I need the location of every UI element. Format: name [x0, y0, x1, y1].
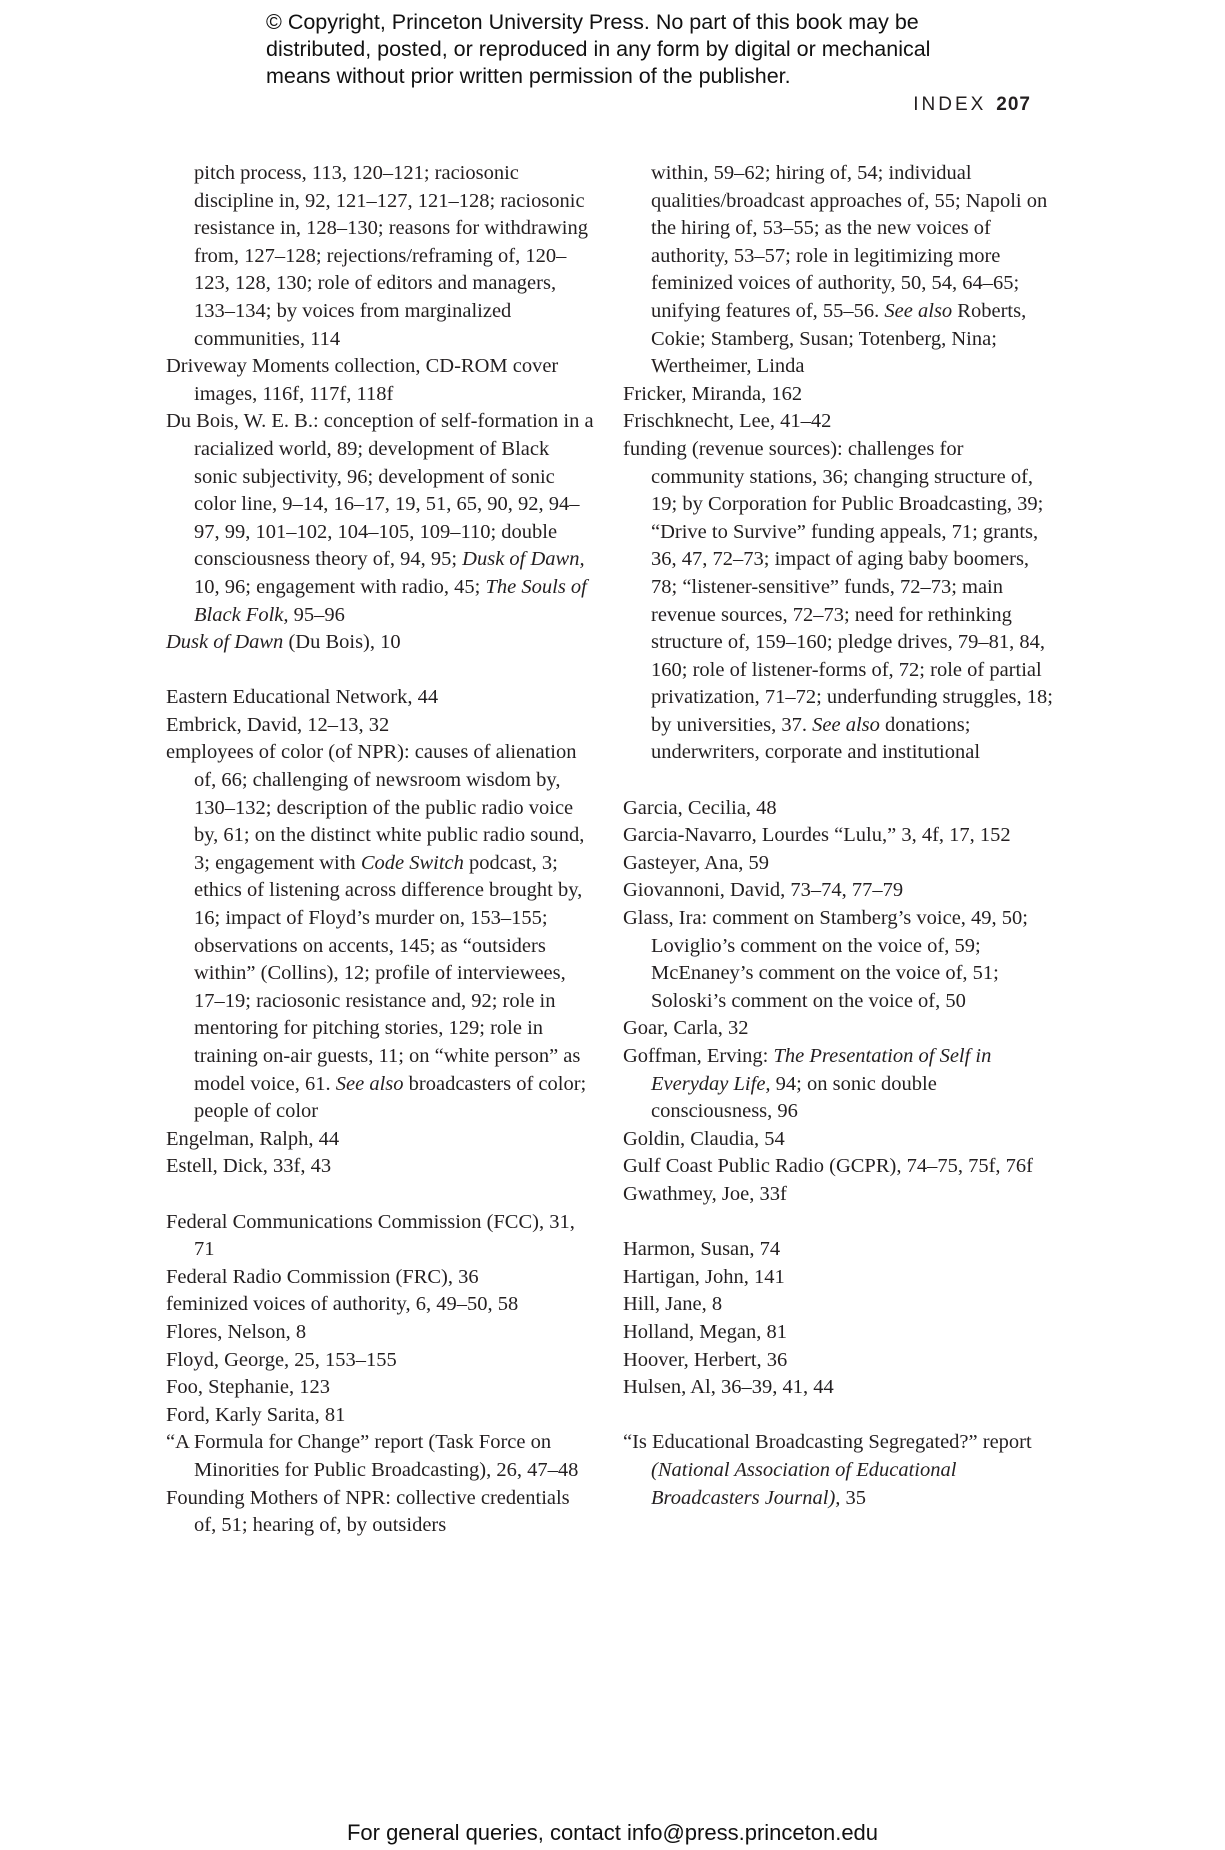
index-entry-is-educational: “Is Educational Broadcasting Segregated?” report (National Association of Educational Broadcasters Journal), 35 — [623, 1431, 1032, 1509]
index-column-left — [166, 160, 596, 1540]
index-entry-goar: Goar, Carla, 32 — [623, 1017, 749, 1040]
index-entry-estell: Estell, Dick, 33f, 43 — [166, 1155, 332, 1178]
index-entry-flores: Flores, Nelson, 8 — [166, 1320, 307, 1343]
copyright-line-1: © Copyright, Princeton University Press. No part of this book may be — [266, 10, 919, 34]
index-entry-hulsen: Hulsen, Al, 36–39, 41, 44 — [623, 1376, 834, 1399]
index-entry-eastern: Eastern Educational Network, 44 — [166, 686, 439, 709]
index-entry-employees: employees of color (of NPR): causes of alienation of, 66; challenging of newsroom wisdom by, 130–132; description of the public radio voice by, 61; on the distinct white public radio sound, 3; engagement with Code Switch podcast, 3; ethics of listening across difference brought by, 16; impact of Floyd’s murder on, 153–155; observations on accents, 145; as “outsiders within” (Collins), 12; profile of interviewees, 17–19; raciosonic resistance and, 92; role in mentoring for pitching stories, 129; role in training on-air guests, 11; on “white person” as model voice, 61. See also broadcasters of color; people of color — [166, 741, 587, 1123]
index-entry-foo: Foo, Stephanie, 123 — [166, 1376, 330, 1399]
page-number: 207 — [996, 94, 1031, 115]
index-column-right — [623, 160, 1053, 1512]
index-entry-hill: Hill, Jane, 8 — [623, 1293, 723, 1316]
index-entry-floyd: Floyd, George, 25, 153–155 — [166, 1348, 397, 1371]
index-entry-glass: Glass, Ira: comment on Stamberg’s voice, 49, 50; Loviglio’s comment on the voice of, 59; McEnaney’s comment on the voice of, 51; Soloski’s comment on the voice of, 50 — [623, 907, 1028, 1012]
index-entry-embrick: Embrick, David, 12–13, 32 — [166, 713, 390, 736]
index-entry-formula: “A Formula for Change” report (Task Force on Minorities for Public Broadcasting), 26, 47–48 — [166, 1431, 579, 1481]
index-entry-hoover: Hoover, Herbert, 36 — [623, 1348, 788, 1371]
index-entry-garcia: Garcia, Cecilia, 48 — [623, 796, 777, 819]
index-entry-gasteyer: Gasteyer, Ana, 59 — [623, 851, 770, 874]
index-entry-goldin: Goldin, Claudia, 54 — [623, 1127, 785, 1150]
running-head-label: INDEX — [913, 94, 987, 115]
index-entry-founding: Founding Mothers of NPR: collective credentials of, 51; hearing of, by outsiders — [166, 1486, 570, 1537]
index-entry-fcc: Federal Communications Commission (FCC), 31, 71 — [166, 1210, 575, 1261]
copyright-line-3: means without prior written permission of the publisher. — [266, 64, 791, 88]
index-entry-dubois: Du Bois, W. E. B.: conception of self-formation in a racialized world, 89; development of Black sonic subjectivity, 96; development of sonic color line, 9–14, 16–17, 19, 51, 65, 90, 92, 94–97, 99, 101–102, 104–105, 109–110; double consciousness theory of, 94, 95; Dusk of Dawn, 10, 96; engagement with radio, 45; The Souls of Black Folk, 95–96 — [166, 410, 594, 626]
index-entry-gulf: Gulf Coast Public Radio (GCPR), 74–75, 75f, 76f — [623, 1155, 1033, 1178]
copyright-line-2: distributed, posted, or reproduced in any form by digital or mechanical — [266, 37, 931, 61]
index-entry-gwathmey: Gwathmey, Joe, 33f — [623, 1182, 787, 1205]
running-head — [913, 94, 1031, 116]
index-entry-hartigan: Hartigan, John, 141 — [623, 1265, 785, 1288]
index-entry-founding-continued: within, 59–62; hiring of, 54; individual qualities/broadcast approaches of, 55; Napoli on the hiring of, 53–55; as the new voices of authority, 53–57; role in legitimizing more feminized voices of authority, 50, 54, 64–65; unifying features of, 55–56. See also Roberts, Cokie; Stamberg, Susan; Totenberg, Nina; Wertheimer, Linda — [651, 162, 1048, 378]
index-entry-ford: Ford, Karly Sarita, 81 — [166, 1403, 346, 1426]
index-entry-frischknecht: Frischknecht, Lee, 41–42 — [623, 410, 832, 433]
index-entry-feminized: feminized voices of authority, 6, 49–50, 58 — [166, 1293, 519, 1316]
index-entry-garcia-navarro: Garcia-Navarro, Lourdes “Lulu,” 3, 4f, 17, 152 — [623, 824, 1011, 847]
index-entry-harmon: Harmon, Susan, 74 — [623, 1238, 781, 1261]
index-entry-giovannoni: Giovannoni, David, 73–74, 77–79 — [623, 879, 904, 902]
index-entry-holland: Holland, Megan, 81 — [623, 1320, 787, 1343]
index-entry-fricker: Fricker, Miranda, 162 — [623, 382, 803, 405]
index-entry-frc: Federal Radio Commission (FRC), 36 — [166, 1265, 479, 1288]
index-entry-funding: funding (revenue sources): challenges for community stations, 36; changing structure of, 19; by Corporation for Public Broadcasting, 39; “Drive to Survive” funding appeals, 71; grants, 36, 47, 72–73; impact of aging baby boomers, 78; “listener-sensitive” funds, 72–73; main revenue sources, 72–73; need for rethinking structure of, 159–160; pledge drives, 79–81, 84, 160; role of listener-forms of, 72; role of partial privatization, 71–72; underfunding struggles, 18; by universities, 37. See also donations; underwriters, corporate and institutional — [623, 437, 1053, 764]
footer-contact: For general queries, contact info@press.princeton.edu — [346, 1820, 879, 1845]
index-entry-continued: pitch process, 113, 120–121; raciosonic discipline in, 92, 121–127, 121–128; raciosonic resistance in, 128–130; reasons for withdrawing from, 127–128; rejections/reframing of, 120–123, 128, 130; role of editors and managers, 133–134; by voices from marginalized communities, 114 — [194, 162, 588, 350]
index-entry-dusk-of-dawn: Dusk of Dawn (Du Bois), 10 — [166, 631, 401, 654]
index-entry-driveway: Driveway Moments collection, CD-ROM cover images, 116f, 117f, 118f — [166, 355, 559, 405]
index-entry-engelman: Engelman, Ralph, 44 — [166, 1127, 340, 1150]
index-entry-goffman: Goffman, Erving: The Presentation of Self in Everyday Life, 94; on sonic double consciousness, 96 — [623, 1045, 992, 1123]
copyright-notice — [266, 9, 1066, 90]
